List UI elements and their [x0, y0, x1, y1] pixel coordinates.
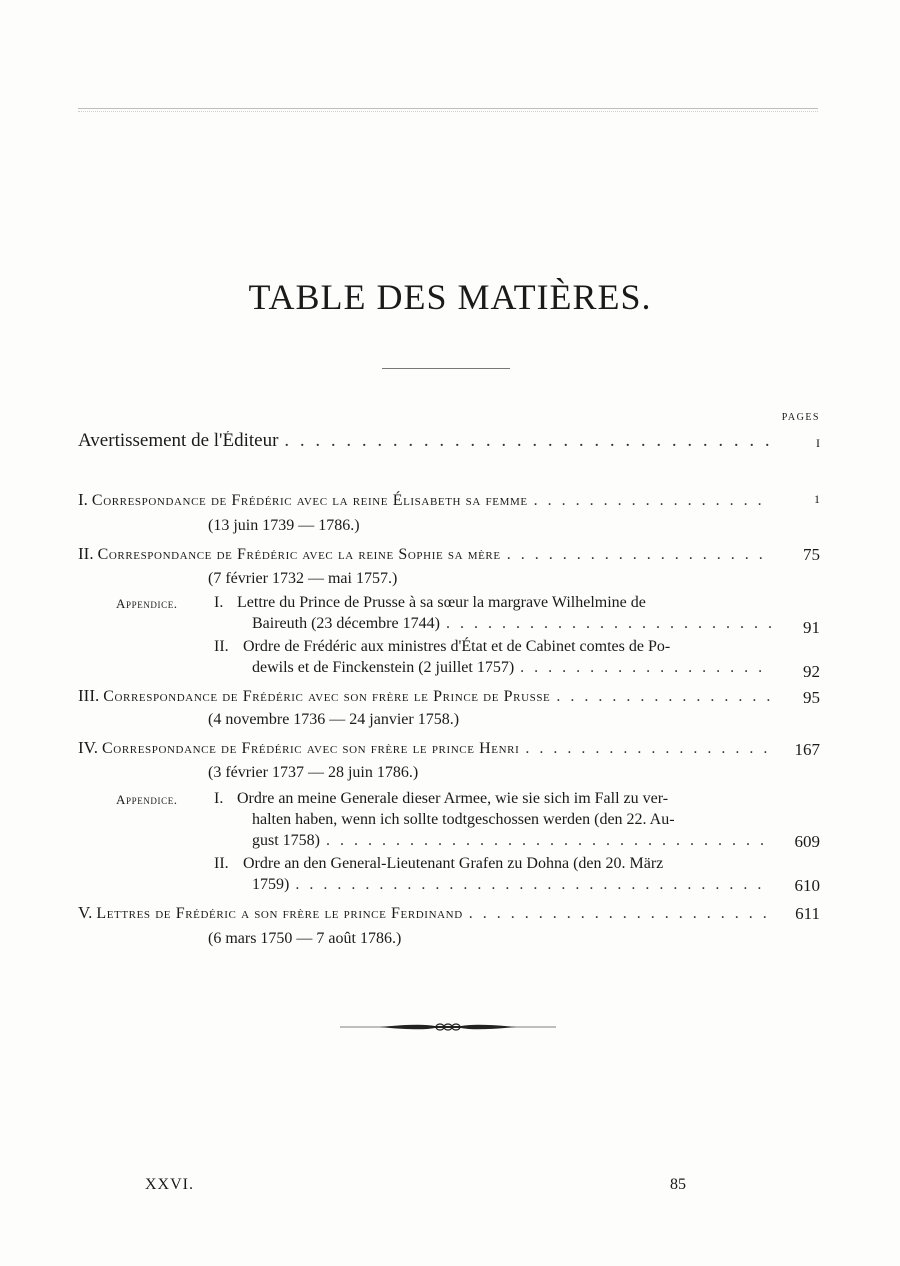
appendix-item-text: Lettre du Prince de Prusse à sa sœur la margrave Wilhelmine de [237, 594, 646, 611]
signature-mark: XXVI. [145, 1176, 194, 1193]
section-dates: (7 février 1732 — mai 1757.) [208, 570, 398, 587]
section-entry [78, 686, 778, 707]
appendix-label: Appendice. [116, 596, 178, 611]
leader-dots [295, 875, 772, 895]
appendix-item-text: halten haben, wenn ich sollte todtgeschossen werden (den 22. Au- [252, 811, 675, 828]
section-number: IV. [78, 738, 98, 757]
section-dates: (3 février 1737 — 28 juin 1786.) [208, 764, 419, 781]
section-page: 75 [803, 545, 820, 564]
section-dates: (6 mars 1750 — 7 août 1786.) [208, 930, 402, 947]
leader-dots [525, 739, 772, 759]
appendix-item-text: Ordre an den General-Lieutenant Grafen zu Dohna (den 20. März [243, 855, 664, 872]
appendix-item-text: Ordre de Frédéric aux ministres d'État et de Cabinet comtes de Po- [243, 638, 671, 655]
leader-dots [326, 831, 772, 851]
appendix-item-number: I. [214, 790, 224, 807]
avertissement-text: Avertissement de l'Éditeur [78, 431, 279, 451]
leader-dots [469, 904, 772, 924]
appendix-item-number: II. [214, 855, 229, 872]
section-dates: (13 juin 1739 — 1786.) [208, 517, 360, 534]
appendix-item-continuation: dewils et de Finckenstein (2 juillet 1757) . . . [252, 658, 778, 678]
section-page: 95 [803, 688, 820, 707]
appendix-item-continuation: gust 1758) . . . [252, 831, 778, 851]
top-rule [78, 108, 818, 112]
section-title: Correspondance de Frédéric avec son frère le Prince de Prusse [103, 688, 551, 705]
avertissement-entry [78, 431, 778, 451]
section-entry [78, 544, 778, 565]
appendix-item-number: II. [214, 638, 229, 655]
section-number: V. [78, 903, 93, 922]
leader-dots [520, 658, 772, 678]
section-title: Correspondance de Frédéric avec la reine Sophie sa mère [97, 546, 501, 563]
avertissement-page: I [816, 436, 820, 450]
section-number: I. [78, 490, 88, 509]
appendix-item-continuation: Baireuth (23 décembre 1744) . . . [252, 614, 778, 634]
section-number: III. [78, 686, 100, 705]
appendix-item-page: 91 [803, 618, 820, 637]
appendix-item-page: 610 [794, 876, 820, 895]
appendix-item-page: 92 [803, 662, 820, 681]
section-entry [78, 903, 778, 924]
section-page: 611 [795, 904, 820, 923]
section-title: Correspondance de Frédéric avec la reine Élisabeth sa femme [91, 492, 528, 509]
leader-dots [284, 431, 772, 451]
leader-dots [556, 687, 772, 707]
section-page: 1 [814, 492, 820, 506]
leader-dots [507, 545, 772, 565]
appendix-label: Appendice. [116, 792, 178, 807]
page-title: TABLE DES MATIÈRES. [248, 277, 652, 317]
appendix-item-number: I. [214, 594, 224, 611]
title-rule [382, 368, 510, 369]
appendix-item-continuation: 1759) . . . [252, 875, 778, 895]
page-number: 85 [670, 1176, 686, 1193]
section-number: II. [78, 544, 94, 563]
section-title: Correspondance de Frédéric avec son frère le prince Henri [102, 740, 520, 757]
section-entry [78, 490, 778, 511]
decorative-ornament-icon [340, 1018, 556, 1036]
leader-dots [534, 491, 772, 511]
appendix-item-text: Ordre an meine Generale dieser Armee, wie sie sich im Fall zu ver- [237, 790, 669, 807]
pages-column-header: PAGES [781, 412, 820, 423]
appendix-item-page: 609 [794, 832, 820, 851]
section-entry [78, 738, 778, 759]
section-page: 167 [794, 740, 820, 759]
leader-dots [446, 614, 772, 634]
section-dates: (4 novembre 1736 — 24 janvier 1758.) [208, 711, 460, 728]
section-title: Lettres de Frédéric a son frère le prince Ferdinand [96, 905, 463, 922]
